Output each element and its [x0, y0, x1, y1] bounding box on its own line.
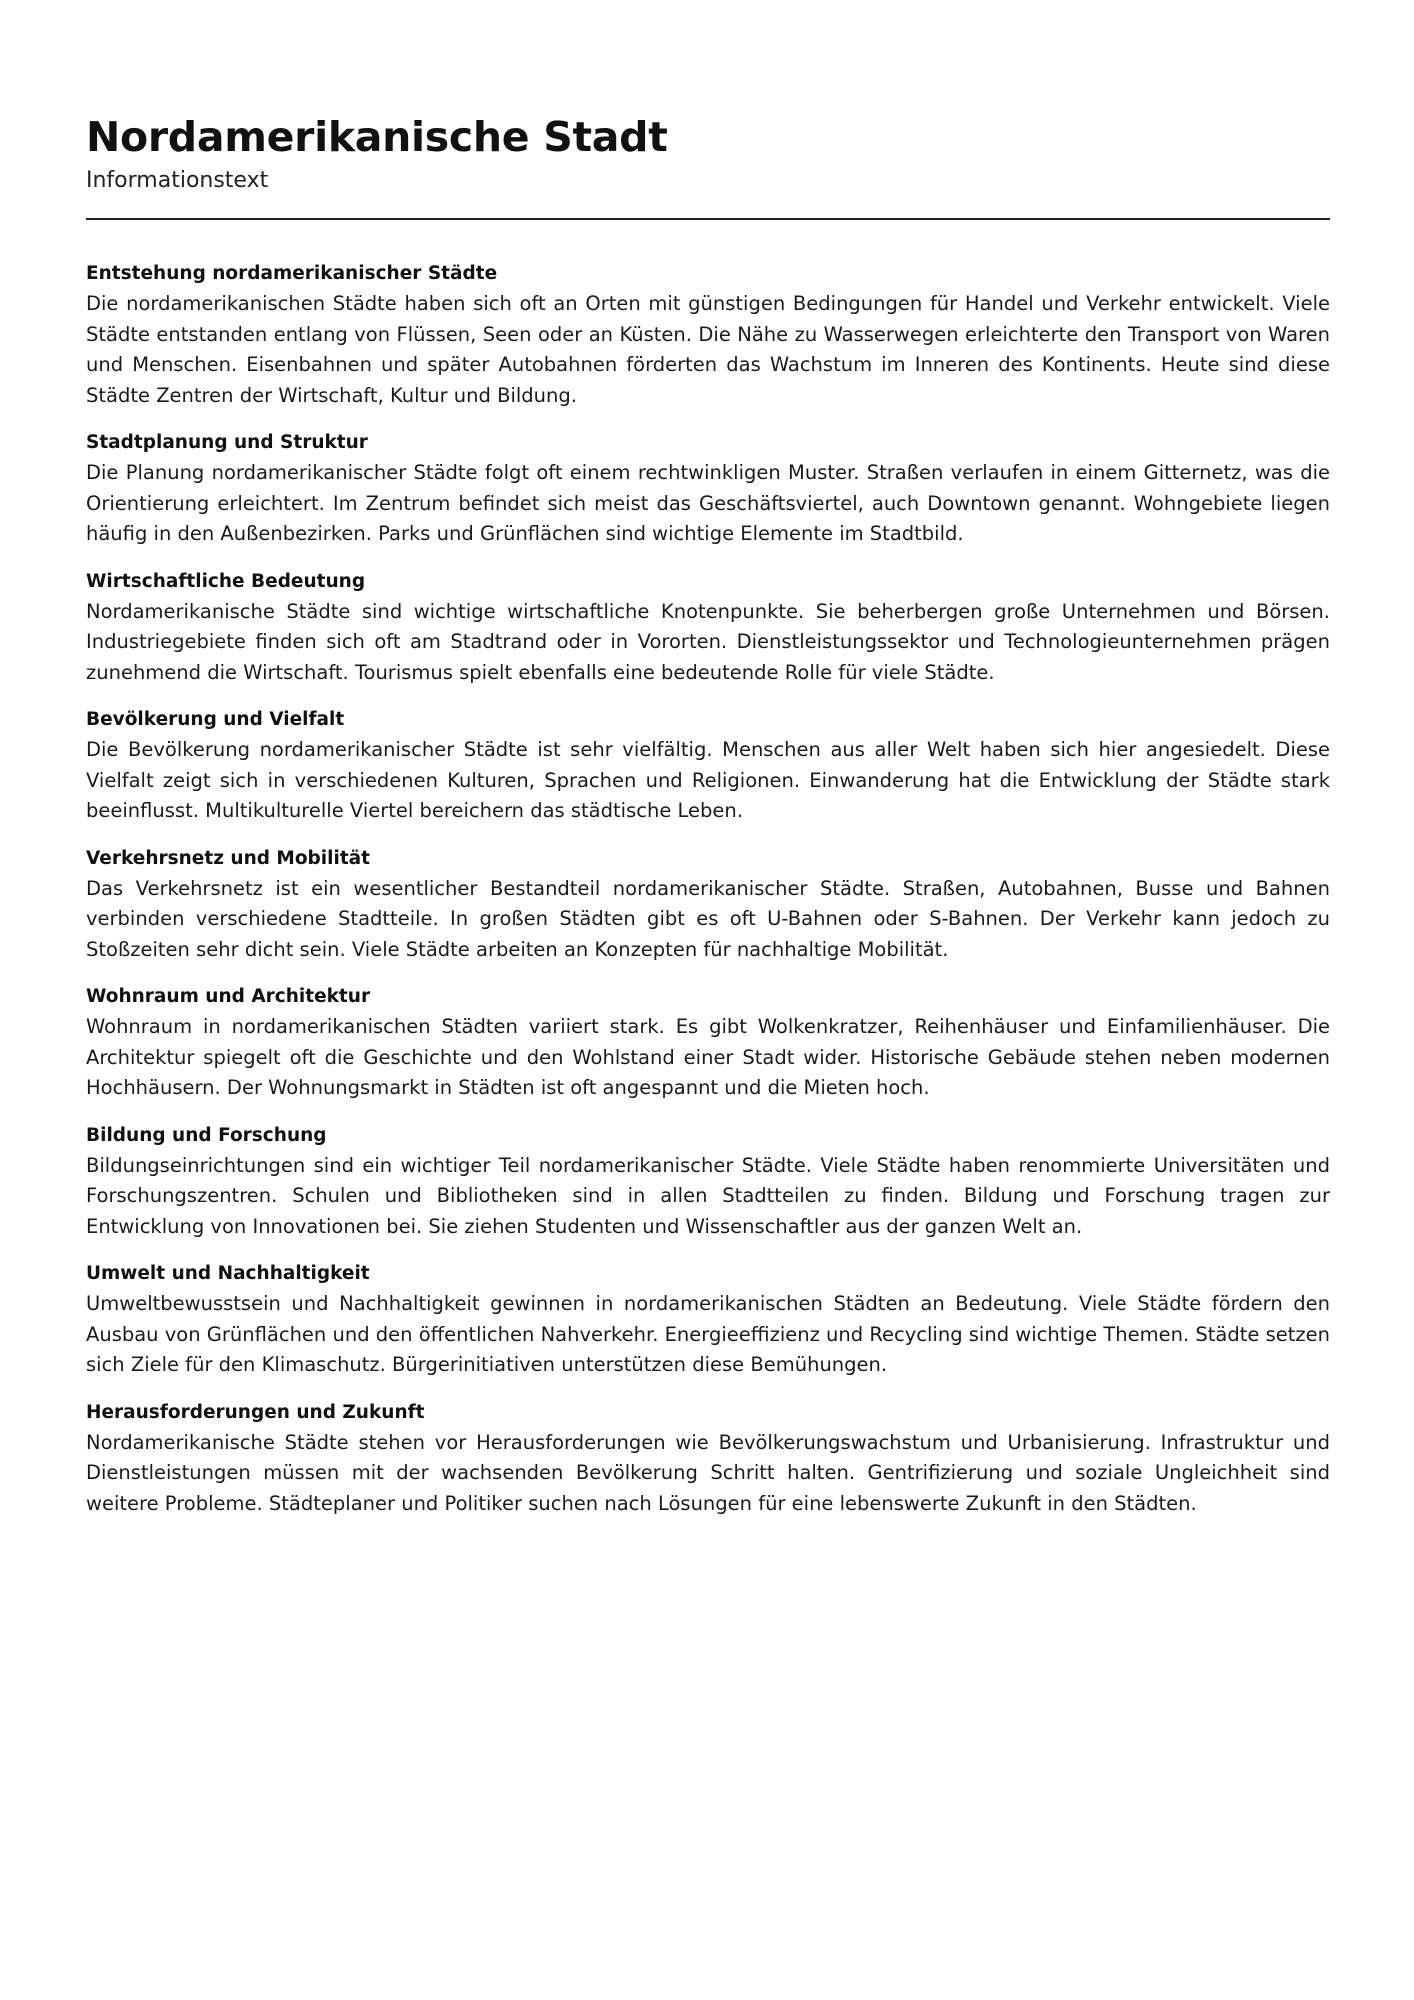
section-heading: Verkehrsnetz und Mobilität	[86, 847, 370, 869]
section-bildung	[86, 1121, 1330, 1243]
section-heading: Wirtschaftliche Bedeutung	[86, 570, 366, 592]
section-heading: Herausforderungen und Zukunft	[86, 1401, 425, 1423]
section-wirtschaft	[86, 567, 1330, 689]
section-herausforderungen	[86, 1398, 1330, 1520]
section-heading: Umwelt und Nachhaltigkeit	[86, 1263, 370, 1284]
section-umwelt	[86, 1259, 1330, 1381]
section-body: Wohnraum in nordamerikanischen Städten variiert stark. Es gibt Wolkenkratzer, Reihenhäuser und Einfamilienhäuser. Die Architektur spiegelt oft die Geschichte und den Wohlstand einer Stadt wider. Historische Gebäude stehen neben modernen Hochhäusern. Der Wohnungsmarkt in Städten ist oft angespannt und die Mieten hoch.	[86, 1015, 1330, 1099]
section-heading: Wohnraum und Architektur	[86, 986, 371, 1007]
title-divider	[86, 218, 1330, 220]
sections-container	[86, 259, 1330, 1519]
document-title: Nordamerikanische Stadt	[86, 113, 668, 161]
section-heading: Bildung und Forschung	[86, 1124, 327, 1146]
section-heading: Bevölkerung und Vielfalt	[86, 709, 345, 730]
section-stadtplanung	[86, 428, 1330, 550]
section-body: Nordamerikanische Städte sind wichtige wirtschaftliche Knotenpunkte. Sie beherbergen große Unternehmen und Börsen. Industriegebiete finden sich oft am Stadtrand oder in Vororten. Dienstleistungssektor und Technologieunternehmen prägen zunehmend die Wirtschaft. Tourismus spielt ebenfalls eine bedeutende Rolle für viele Städte.	[86, 599, 1330, 684]
section-body: Nordamerikanische Städte stehen vor Herausforderungen wie Bevölkerungswachstum und Urbanisierung. Infrastruktur und Dienstleistungen müssen mit der wachsenden Bevölkerung Schritt halten. Gentrifizierung und soziale Ungleichheit sind weitere Probleme. Städteplaner und Politiker suchen nach Lösungen für eine lebenswerte Zukunft in den Städten.	[86, 1430, 1330, 1515]
section-body: Die Planung nordamerikanischer Städte folgt oft einem rechtwinkligen Muster. Straßen verlaufen in einem Gitternetz, was die Orientierung erleichtert. Im Zentrum befindet sich meist das Geschäftsviertel, auch Downtown genannt. Wohngebiete liegen häufig in den Außenbezirken. Parks und Grünflächen sind wichtige Elemente im Stadtbild.	[86, 461, 1330, 545]
section-body: Umweltbewusstsein und Nachhaltigkeit gewinnen in nordamerikanischen Städten an Bedeutung. Viele Städte fördern den Ausbau von Grünflächen und den öffentlichen Nahverkehr. Energieeffizienz und Recycling sind wichtige Themen. Städte setzen sich Ziele für den Klimaschutz. Bürgerinitiativen unterstützen diese Bemühungen.	[86, 1292, 1330, 1376]
document-page	[86, 112, 1330, 1536]
section-wohnraum	[86, 982, 1330, 1104]
section-bevoelkerung	[86, 705, 1330, 827]
section-entstehung	[86, 259, 1330, 411]
section-body: Bildungseinrichtungen sind ein wichtiger Teil nordamerikanischer Städte. Viele Städte haben renommierte Universitäten und Forschungszentren. Schulen und Bibliotheken sind in allen Stadtteilen zu finden. Bildung und Forschung tragen zur Entwicklung von Innovationen bei. Sie ziehen Studenten und Wissenschaftler aus der ganzen Welt an.	[86, 1153, 1330, 1238]
section-body: Die nordamerikanischen Städte haben sich oft an Orten mit günstigen Bedingungen für Handel und Verkehr entwickelt. Viele Städte entstanden entlang von Flüssen, Seen oder an Küsten. Die Nähe zu Wasserwegen erleichterte den Transport von Waren und Menschen. Eisenbahnen und später Autobahnen förderten das Wachstum im Inneren des Kontinents. Heute sind diese Städte Zentren der Wirtschaft, Kultur und Bildung.	[86, 292, 1330, 407]
document-subtitle: Informationstext	[86, 168, 269, 193]
section-verkehr	[86, 844, 1330, 966]
section-heading: Stadtplanung und Struktur	[86, 432, 368, 453]
section-body: Das Verkehrsnetz ist ein wesentlicher Bestandteil nordamerikanischer Städte. Straßen, Autobahnen, Busse und Bahnen verbinden verschiedene Stadtteile. In großen Städten gibt es oft U-Bahnen oder S-Bahnen. Der Verkehr kann jedoch zu Stoßzeiten sehr dicht sein. Viele Städte arbeiten an Konzepten für nachhaltige Mobilität.	[86, 876, 1330, 961]
section-body: Die Bevölkerung nordamerikanischer Städte ist sehr vielfältig. Menschen aus aller Welt haben sich hier angesiedelt. Diese Vielfalt zeigt sich in verschiedenen Kulturen, Sprachen und Religionen. Einwanderung hat die Entwicklung der Städte stark beeinflusst. Multikulturelle Viertel bereichern das städtische Leben.	[86, 738, 1330, 822]
section-heading: Entstehung nordamerikanischer Städte	[86, 263, 498, 284]
